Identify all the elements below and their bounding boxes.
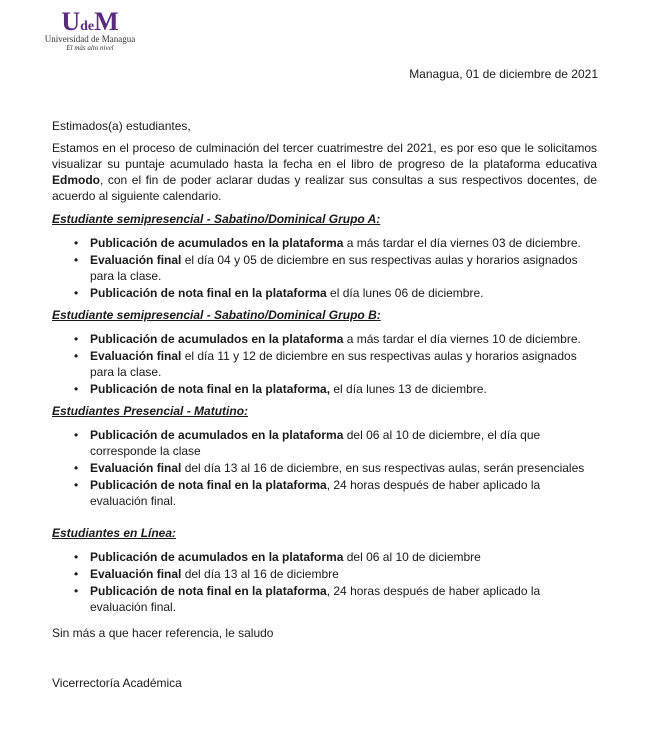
list-item bbox=[74, 477, 597, 509]
schedule-sections bbox=[52, 211, 597, 615]
list-item bbox=[74, 549, 597, 565]
list-item bbox=[74, 583, 597, 615]
item-text: del día 13 al 16 de diciembre, en sus respectivas aulas, serán presenciales bbox=[181, 461, 585, 475]
section-title: Estudiantes en Línea: bbox=[52, 526, 177, 540]
letter-date: Managua, 01 de diciembre de 2021 bbox=[409, 67, 598, 81]
item-bold-label: Publicación de nota final en la plataforma bbox=[90, 478, 327, 492]
list-item bbox=[74, 427, 597, 459]
item-bold-label: Publicación de acumulados en la plataforma bbox=[90, 428, 344, 442]
list-item bbox=[74, 348, 597, 380]
logo-mark bbox=[40, 7, 140, 36]
logo-letter-u: U bbox=[61, 7, 81, 36]
intro-text-before: Estamos en el proceso de culminación del tercer cuatrimestre del 2021, es por eso que le solicitamos visualizar su puntaje acumulado hasta la fecha en el libro de progreso de la plataforma educativa bbox=[52, 141, 597, 171]
item-text: a más tardar el día viernes 10 de diciembre. bbox=[343, 332, 581, 346]
bullet-icon: • bbox=[74, 382, 79, 396]
item-text: , 24 horas después de haber aplicado la evaluación final. bbox=[90, 584, 541, 614]
section-list bbox=[52, 235, 597, 301]
item-bold-label: Evaluación final bbox=[90, 567, 182, 581]
item-text: el día lunes 13 de diciembre. bbox=[330, 382, 487, 396]
intro-bold-platform: Edmodo bbox=[52, 173, 100, 187]
logo-slogan: El más alto nivel bbox=[66, 44, 114, 52]
bullet-icon: • bbox=[74, 550, 79, 564]
list-item bbox=[74, 252, 597, 284]
university-logo bbox=[40, 7, 140, 53]
bullet-icon: • bbox=[74, 286, 79, 300]
list-item bbox=[74, 331, 597, 347]
item-text: , 24 horas después de haber aplicado la evaluación final. bbox=[90, 478, 541, 508]
logo-letters-de: de bbox=[80, 19, 95, 34]
letter-body bbox=[52, 118, 597, 691]
greeting: Estimados(a) estudiantes, bbox=[52, 119, 191, 133]
item-text: el día lunes 06 de diciembre. bbox=[326, 286, 484, 300]
item-bold-label: Publicación de nota final en la plataforma bbox=[90, 584, 327, 598]
intro-text-after: , con el fin de poder aclarar dudas y realizar sus consultas a sus respectivos docentes, de acuerdo al siguiente calendario. bbox=[52, 173, 597, 203]
item-text: a más tardar el día viernes 03 de diciembre. bbox=[343, 236, 581, 250]
item-text: del 06 al 10 de diciembre bbox=[343, 550, 481, 564]
bullet-icon: • bbox=[74, 236, 79, 250]
list-item bbox=[74, 566, 597, 582]
item-bold-label: Publicación de acumulados en la plataforma bbox=[90, 550, 344, 564]
bullet-icon: • bbox=[74, 349, 79, 363]
section-list bbox=[52, 549, 597, 615]
section-title: Estudiante semipresencial - Sabatino/Dominical Grupo A: bbox=[52, 212, 381, 226]
bullet-icon: • bbox=[74, 428, 79, 442]
section-title: Estudiante semipresencial - Sabatino/Dominical Grupo B: bbox=[52, 308, 381, 322]
list-item bbox=[74, 460, 597, 476]
bullet-icon: • bbox=[74, 584, 79, 598]
item-bold-label: Publicación de acumulados en la plataforma bbox=[90, 236, 344, 250]
item-bold-label: Publicación de nota final en la plataforma bbox=[90, 286, 327, 300]
item-bold-label: Publicación de acumulados en la plataforma bbox=[90, 332, 344, 346]
item-bold-label: Evaluación final bbox=[90, 253, 182, 267]
item-text: del día 13 al 16 de diciembre bbox=[181, 567, 339, 581]
item-bold-label: Publicación de nota final en la plataforma, bbox=[90, 382, 331, 396]
section-title: Estudiantes Presencial - Matutino: bbox=[52, 404, 249, 418]
logo-university-name: Universidad de Managua bbox=[44, 34, 136, 44]
item-text: el día 11 y 12 de diciembre en sus respectivas aulas y horarios asignados para la clase. bbox=[90, 349, 577, 379]
item-bold-label: Evaluación final bbox=[90, 461, 182, 475]
signature: Vicerrectoría Académica bbox=[52, 676, 182, 690]
list-item bbox=[74, 235, 597, 251]
item-text: el día 04 y 05 de diciembre en sus respectivas aulas y horarios asignados para la clase. bbox=[90, 253, 578, 283]
item-text: del 06 al 10 de diciembre, el día que corresponde la clase bbox=[90, 428, 541, 458]
section-list bbox=[52, 427, 597, 509]
bullet-icon: • bbox=[74, 461, 79, 475]
bullet-icon: • bbox=[74, 567, 79, 581]
bullet-icon: • bbox=[74, 332, 79, 346]
list-item bbox=[74, 381, 597, 397]
bullet-icon: • bbox=[74, 253, 79, 267]
item-bold-label: Evaluación final bbox=[90, 349, 182, 363]
bullet-icon: • bbox=[74, 478, 79, 492]
intro-paragraph bbox=[52, 140, 597, 204]
list-item bbox=[74, 285, 597, 301]
closing-line: Sin más a que hacer referencia, le saludo bbox=[52, 626, 274, 640]
logo-letter-m: M bbox=[94, 7, 119, 36]
section-list bbox=[52, 331, 597, 397]
